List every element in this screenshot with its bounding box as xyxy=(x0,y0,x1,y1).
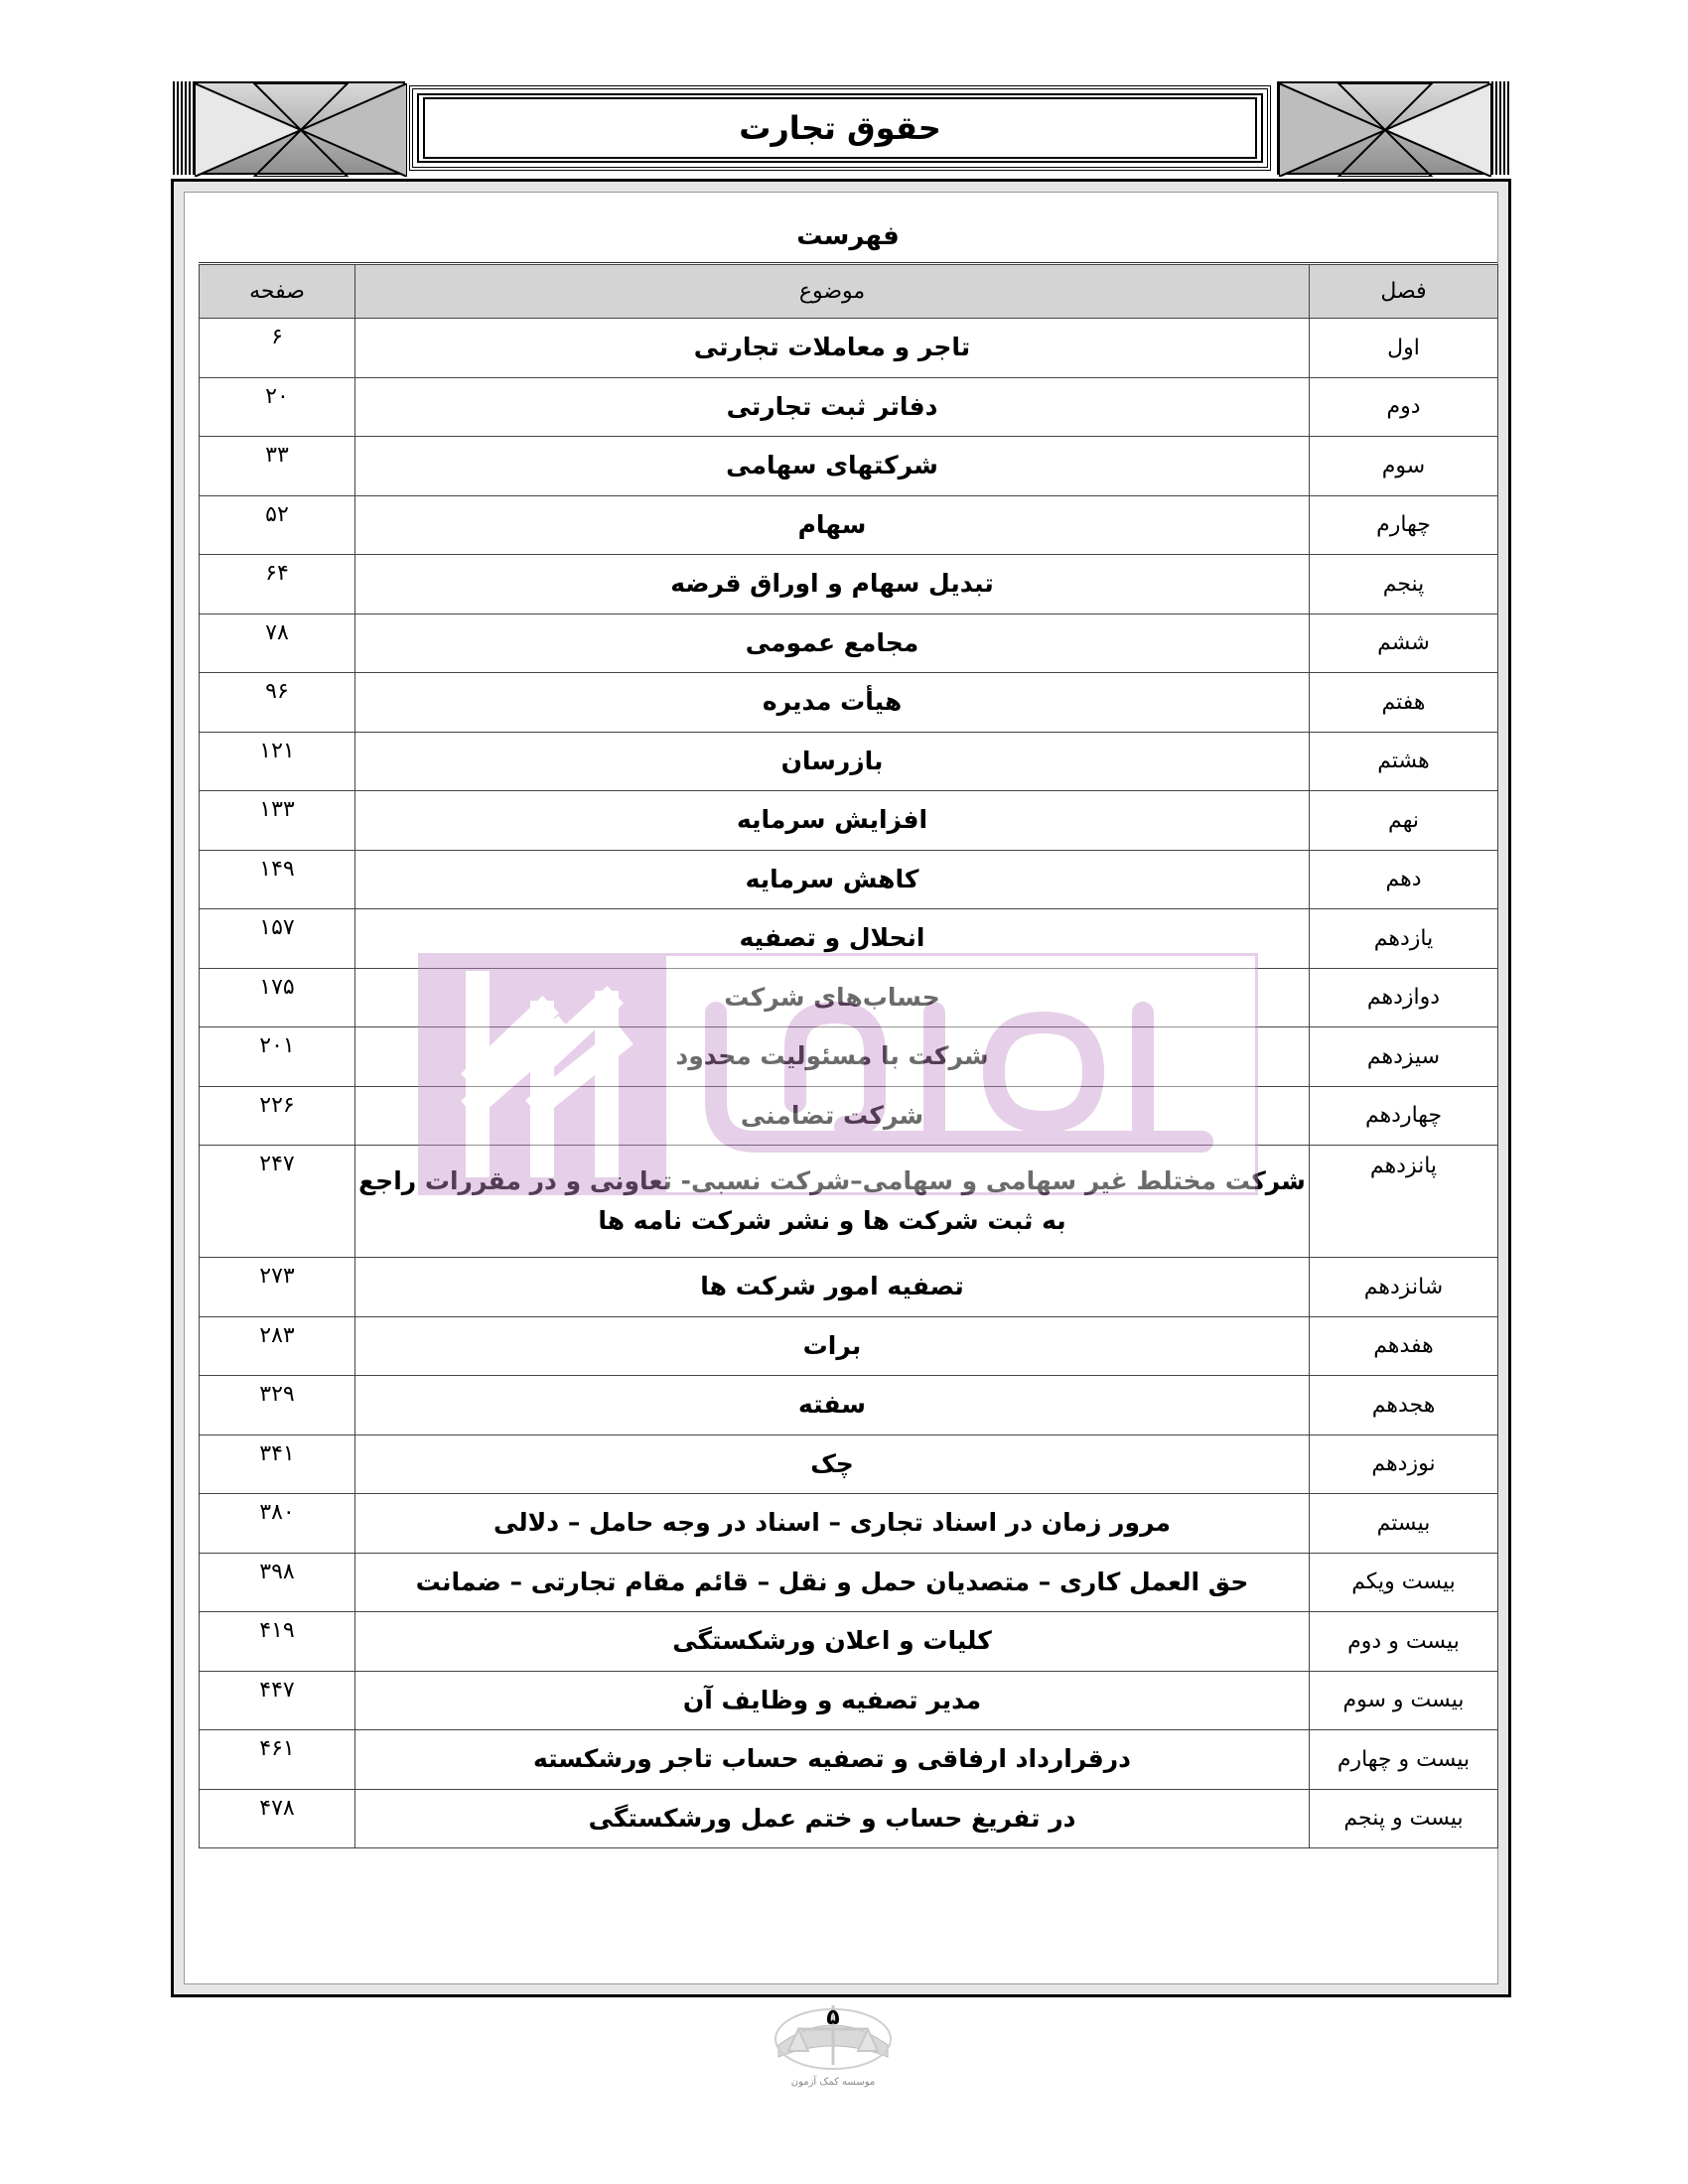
topic-cell: مرور زمان در اسناد تجاری – اسناد در وجه حامل – دلالی xyxy=(355,1494,1310,1554)
toc-row xyxy=(200,1376,1498,1435)
topic-cell: دفاتر ثبت تجارتی xyxy=(355,377,1310,437)
toc-heading-rule xyxy=(199,262,1497,263)
chapter-cell: بیستم xyxy=(1310,1494,1498,1554)
chapter-cell: سیزدهم xyxy=(1310,1027,1498,1087)
page-number-cell: ۳۴۱ xyxy=(200,1434,355,1494)
chapter-cell: چهارم xyxy=(1310,495,1498,555)
page-number-cell: ۱۷۵ xyxy=(200,968,355,1027)
toc-row xyxy=(200,909,1498,969)
toc-table xyxy=(199,264,1498,1848)
chapter-cell: پانزدهم xyxy=(1310,1146,1498,1258)
chapter-cell: هجدهم xyxy=(1310,1376,1498,1435)
toc-row xyxy=(200,1146,1498,1258)
topic-cell: کاهش سرمایه xyxy=(355,850,1310,909)
chapter-cell: دوم xyxy=(1310,377,1498,437)
chapter-cell: چهاردهم xyxy=(1310,1086,1498,1146)
chapter-cell: پنجم xyxy=(1310,555,1498,614)
topic-cell: چک xyxy=(355,1434,1310,1494)
topic-cell: تبدیل سهام و اوراق قرضه xyxy=(355,555,1310,614)
page-number-cell: ۹۶ xyxy=(200,673,355,733)
topic-cell: درقرارداد ارفاقی و تصفیه حساب تاجر ورشکسته xyxy=(355,1730,1310,1790)
topic-cell: افزایش سرمایه xyxy=(355,791,1310,851)
topic-cell: شرکتهای سهامی xyxy=(355,437,1310,496)
toc-row xyxy=(200,791,1498,851)
toc-row xyxy=(200,1027,1498,1087)
page-number-cell: ۴۷۸ xyxy=(200,1789,355,1848)
title-box xyxy=(409,85,1271,171)
header-banner xyxy=(173,81,1509,175)
topic-cell: تاجر و معاملات تجارتی xyxy=(355,319,1310,378)
topic-cell: تصفیه امور شرکت ها xyxy=(355,1258,1310,1317)
book-title: حقوق تجارت xyxy=(423,97,1257,159)
toc-row xyxy=(200,1730,1498,1790)
page-number-cell: ۱۴۹ xyxy=(200,850,355,909)
header-ornament-right xyxy=(1277,81,1489,175)
page-number-cell: ۲۴۷ xyxy=(200,1146,355,1258)
chapter-cell: دوازدهم xyxy=(1310,968,1498,1027)
topic-cell: مجامع عمومی xyxy=(355,614,1310,673)
toc-heading: فهرست xyxy=(796,221,900,251)
header-ornament-left xyxy=(193,81,405,175)
page-content xyxy=(184,192,1498,1984)
page-number-cell: ۲۰ xyxy=(200,377,355,437)
page-footer xyxy=(769,1995,898,2095)
toc-row xyxy=(200,555,1498,614)
topic-cell: شرکت مختلط غیر سهامی و سهامی–شرکت نسبی- تعاونی و در مقررات راجع به ثبت شرکت ها و نشر شرکت نامه ها xyxy=(355,1146,1310,1258)
toc-row xyxy=(200,1434,1498,1494)
toc-row xyxy=(200,1086,1498,1146)
page-number-cell: ۶ xyxy=(200,319,355,378)
page-number-cell: ۲۷۳ xyxy=(200,1258,355,1317)
publisher-name: موسسه کمک آزمون xyxy=(790,2077,876,2088)
toc-row xyxy=(200,1671,1498,1730)
topic-cell: سفته xyxy=(355,1376,1310,1435)
header-stripes-right xyxy=(1491,81,1509,175)
chapter-cell: بیست و سوم xyxy=(1310,1671,1498,1730)
toc-row xyxy=(200,732,1498,791)
toc-row xyxy=(200,377,1498,437)
topic-cell: در تفریغ حساب و ختم عمل ورشکستگی xyxy=(355,1789,1310,1848)
chapter-cell: شانزدهم xyxy=(1310,1258,1498,1317)
chapter-cell: نوزدهم xyxy=(1310,1434,1498,1494)
topic-cell: حق العمل کاری – متصدیان حمل و نقل – قائم مقام تجارتی – ضمانت xyxy=(355,1553,1310,1612)
chapter-cell: نهم xyxy=(1310,791,1498,851)
toc-header-row xyxy=(200,265,1498,319)
topic-cell: هیأت مدیره xyxy=(355,673,1310,733)
column-header-page: صفحه xyxy=(200,265,355,319)
chapter-cell: هشتم xyxy=(1310,732,1498,791)
page-number-cell: ۴۶۱ xyxy=(200,1730,355,1790)
chapter-cell: سوم xyxy=(1310,437,1498,496)
toc-row xyxy=(200,319,1498,378)
toc-row xyxy=(200,1789,1498,1848)
page-number-cell: ۵۲ xyxy=(200,495,355,555)
page-number-cell: ۴۱۹ xyxy=(200,1612,355,1672)
topic-cell: کلیات و اعلان ورشکستگی xyxy=(355,1612,1310,1672)
chapter-cell: ششم xyxy=(1310,614,1498,673)
toc-row xyxy=(200,968,1498,1027)
chapter-cell: بیست و دوم xyxy=(1310,1612,1498,1672)
chapter-cell: هفتم xyxy=(1310,673,1498,733)
page-number: ۵ xyxy=(826,2005,840,2030)
chapter-cell: یازدهم xyxy=(1310,909,1498,969)
page-number-cell: ۳۳ xyxy=(200,437,355,496)
page-number-cell: ۱۲۱ xyxy=(200,732,355,791)
chapter-cell: بیست و پنجم xyxy=(1310,1789,1498,1848)
toc-row xyxy=(200,1494,1498,1554)
chapter-cell: بیست ویکم xyxy=(1310,1553,1498,1612)
page-number-cell: ۱۳۳ xyxy=(200,791,355,851)
topic-cell: شرکت تضامنی xyxy=(355,1086,1310,1146)
toc-row xyxy=(200,495,1498,555)
chapter-cell: بیست و چهارم xyxy=(1310,1730,1498,1790)
page-number-cell: ۲۲۶ xyxy=(200,1086,355,1146)
page-number-cell: ۲۰۱ xyxy=(200,1027,355,1087)
header-stripes-left xyxy=(173,81,191,175)
topic-cell: مدیر تصفیه و وظایف آن xyxy=(355,1671,1310,1730)
page-number-cell: ۶۴ xyxy=(200,555,355,614)
column-header-topic: موضوع xyxy=(355,265,1310,319)
toc-row xyxy=(200,437,1498,496)
toc-row xyxy=(200,850,1498,909)
page-frame xyxy=(171,179,1511,1997)
page-number-cell: ۳۹۸ xyxy=(200,1553,355,1612)
chapter-cell: هفدهم xyxy=(1310,1316,1498,1376)
topic-cell: برات xyxy=(355,1316,1310,1376)
topic-cell: حساب‌های شرکت xyxy=(355,968,1310,1027)
toc-row xyxy=(200,673,1498,733)
toc-row xyxy=(200,1258,1498,1317)
chapter-cell: اول xyxy=(1310,319,1498,378)
column-header-chapter: فصل xyxy=(1310,265,1498,319)
toc-row xyxy=(200,1553,1498,1612)
toc-row xyxy=(200,614,1498,673)
page-number-cell: ۱۵۷ xyxy=(200,909,355,969)
topic-cell: بازرسان xyxy=(355,732,1310,791)
topic-cell: سهام xyxy=(355,495,1310,555)
toc-row xyxy=(200,1612,1498,1672)
page-number-cell: ۴۴۷ xyxy=(200,1671,355,1730)
page-number-cell: ۳۲۹ xyxy=(200,1376,355,1435)
page-number-cell: ۳۸۰ xyxy=(200,1494,355,1554)
chapter-cell: دهم xyxy=(1310,850,1498,909)
topic-cell: شرکت با مسئولیت محدود xyxy=(355,1027,1310,1087)
page-number-cell: ۷۸ xyxy=(200,614,355,673)
topic-cell: انحلال و تصفیه xyxy=(355,909,1310,969)
page-number-cell: ۲۸۳ xyxy=(200,1316,355,1376)
toc-row xyxy=(200,1316,1498,1376)
